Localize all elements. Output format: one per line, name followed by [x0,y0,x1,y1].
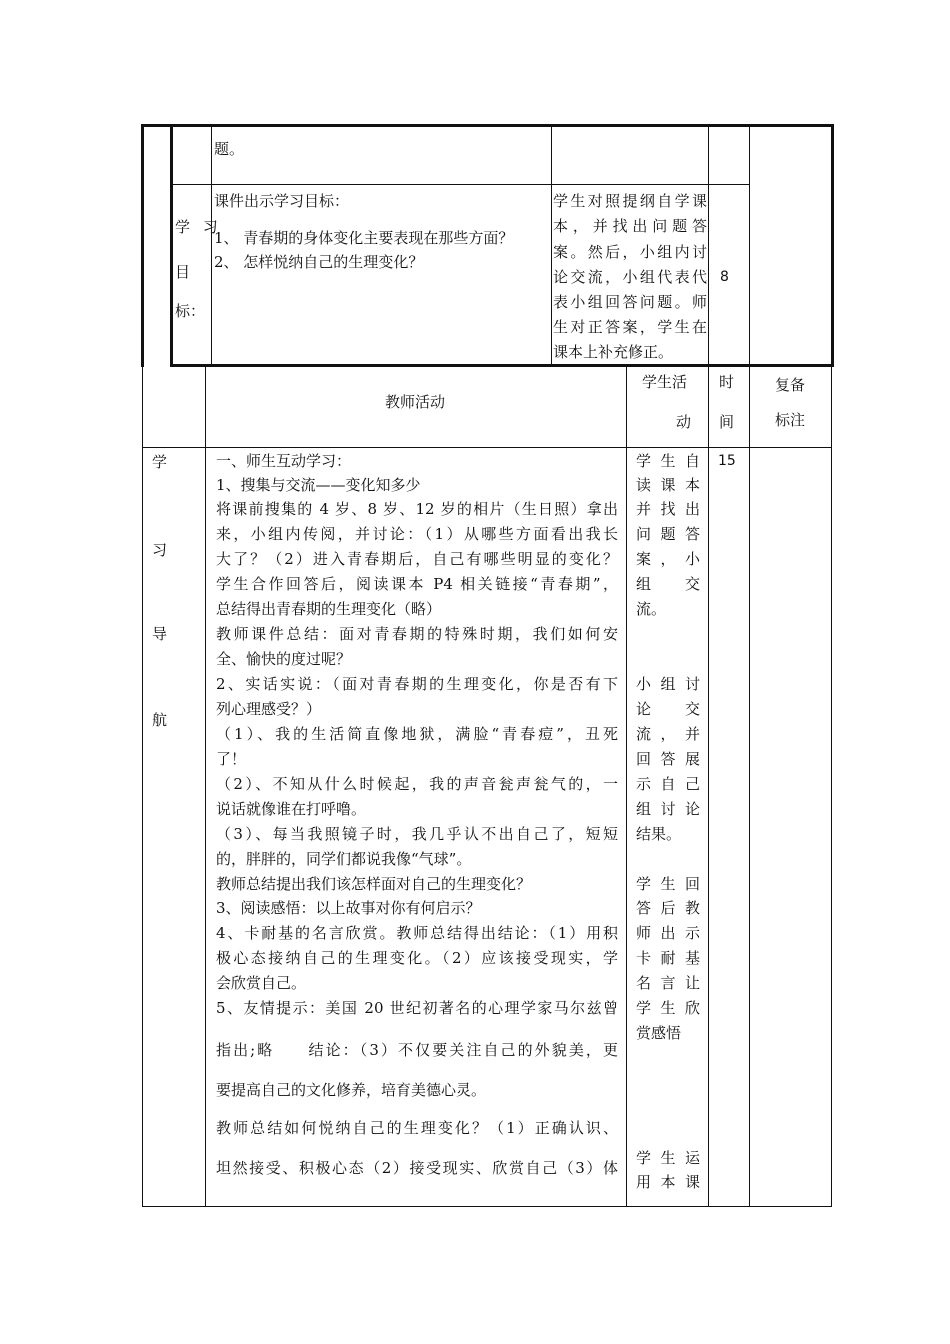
upper-row2-time: 8 [720,269,729,285]
section-label-char: 导 [152,625,168,643]
student-line: 案，小 [636,550,700,568]
teacher-line: 极心态接纳自己的生理变化。（2）应该接受现实，学 [216,949,618,967]
activity-line: 课件出示学习目标： [214,192,350,210]
student-line: 答后教 [636,899,700,917]
teacher-line: 要提高自己的文化修养，培育美德心灵。 [216,1081,487,1099]
section-label-char: 航 [152,711,168,729]
teacher-line: 学生合作回答后，阅读课本 P4 相关链接“青春期”， [216,575,618,593]
teacher-line: 3、阅读感悟：以上故事对你有何启示？ [216,899,481,917]
student-line: 读课本 [636,476,700,494]
header-time-line: 间 [719,413,735,431]
student-line: 结果。 [636,825,682,843]
student-line: 师出示 [636,924,700,942]
lower-time: 15 [718,453,736,469]
student-line: 示自己 [636,775,700,793]
header-note-line: 标注 [775,411,806,429]
student-line: 赏感悟 [636,1024,682,1042]
student-line: 小组讨 [636,675,700,693]
upper-label-line: 标： [175,302,206,320]
student-line: 课本上补充修正。 [553,343,674,361]
teacher-line: （1）、我的生活简直像地狱，满脸“青春痘”，丑死 [216,725,618,743]
student-line: 论 交 [636,700,700,718]
activity-line: 1、 青春期的身体变化主要表现在那些方面？ [214,229,514,247]
teacher-line: 总结得出青春期的生理变化（略） [216,600,442,618]
student-line: 回答展 [636,750,700,768]
student-line: 案。然后，小组内讨 [553,243,707,261]
section-label-char: 习 [152,541,168,559]
teacher-line: 指出;略 结论：（3）不仅要关注自己的外貌美，更 [216,1041,618,1059]
student-line: 表小组回答问题。师 [553,293,707,311]
teacher-line: 会欣赏自己。 [216,974,307,992]
student-line: 组讨论 [636,800,700,818]
header-time-line: 时 [719,373,735,391]
header-student-line: 动 [676,413,692,431]
student-line: 问题答 [636,525,700,543]
student-line: 流，并 [636,725,700,743]
student-line: 组 交 [636,575,700,593]
upper-row1-activity: 题。 [214,140,245,158]
teacher-line: 了！ [216,750,247,768]
teacher-line: （3）、每当我照镜子时，我几乎认不出自己了，短短 [216,825,618,843]
teacher-line: 教师总结如何悦纳自己的生理变化？（1）正确认识、 [216,1119,618,1137]
student-line: 本，并找出问题答 [553,217,707,235]
teacher-line: 教师课件总结：面对青春期的特殊时期，我们如何安 [216,625,618,643]
student-line: 流。 [636,600,667,618]
teacher-line: 来，小组内传阅，并讨论：（1）从哪些方面看出我长 [216,525,618,543]
teacher-line: 的，胖胖的，同学们都说我像“气球”。 [216,850,472,868]
teacher-line: 2、实话实说：（面对青春期的生理变化，你是否有下 [216,675,618,693]
teacher-line: 列心理感受？） [216,700,322,718]
teacher-line: 将课前搜集的 4 岁、8 岁、12 岁的相片（生日照）拿出 [216,500,618,518]
student-line: 生对正答案，学生在 [553,318,707,336]
student-line: 用本课 [636,1173,700,1191]
student-line: 卡耐基 [636,949,700,967]
teacher-line: 大了？（2）进入青春期后，自己有哪些明显的变化？ [216,550,618,568]
upper-label-line: 目 [175,263,191,281]
teacher-line: 5、友情提示：美国 20 世纪初著名的心理学家马尔兹曾 [216,999,618,1017]
teacher-line: 全、愉快的度过呢？ [216,650,352,668]
header-teacher: 教师活动 [385,393,446,411]
teacher-line: 坦然接受、积极心态（2）接受现实、欣赏自己（3）体 [216,1159,618,1177]
activity-line: 2、 怎样悦纳自己的生理变化？ [214,253,424,271]
header-student-line: 学生活 [642,373,688,391]
teacher-line: 4、卡耐基的名言欣赏。教师总结得出结论：（1）用积 [216,924,618,942]
student-line: 学生运 [636,1149,700,1167]
upper-label-line: 学 习 [175,218,222,236]
teacher-line: 说话就像谁在打呼噜。 [216,800,367,818]
teacher-line: 一、师生互动学习： [216,452,352,470]
student-line: 学生回 [636,875,700,893]
student-line: 论交流，小组代表代 [553,268,707,286]
student-line: 名言让 [636,974,700,992]
student-line: 学生自 [636,452,700,470]
student-line: 学生对照提纲自学课 [553,192,707,210]
student-line: 并找出 [636,500,700,518]
teacher-line: （2）、不知从什么时候起，我的声音瓮声瓮气的，一 [216,775,618,793]
teacher-line: 教师总结提出我们该怎样面对自己的生理变化？ [216,875,532,893]
student-line: 学生欣 [636,999,700,1017]
teacher-line: 1、搜集与交流——变化知多少 [216,476,421,494]
section-label-char: 学 [152,453,168,471]
header-note-line: 复备 [775,376,806,394]
